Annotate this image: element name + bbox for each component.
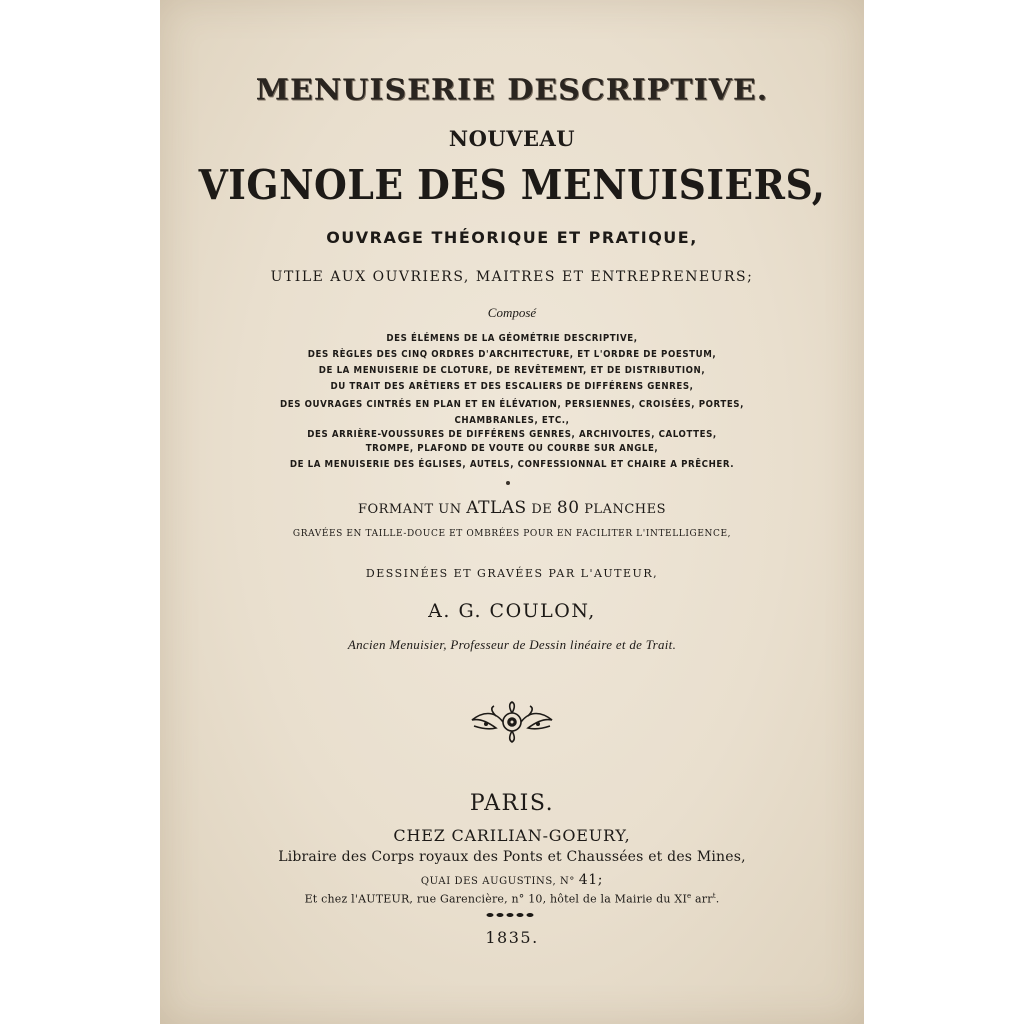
author-address xyxy=(160,893,864,905)
contents-line: DES ARRIÈRE-VOUSSURES DE DIFFÉRENS GENRES, ARCHIVOLTES, CALOTTES, xyxy=(307,429,717,440)
atlas-pre: FORMANT UN xyxy=(357,502,462,517)
contents-line: DES RÈGLES DES CINQ ORDRES D'ARCHITECTURE, ET L'ORDRE DE POESTUM, xyxy=(307,349,717,360)
contents-line: DE LA MENUISERIE DE CLOTURE, DE REVÊTEMENT, ET DE DISTRIBUTION, xyxy=(318,365,706,376)
floral-ornament-icon xyxy=(466,700,558,744)
contents-line: CHAMBRANLES, ETC., xyxy=(454,415,570,426)
separator-dot xyxy=(506,481,510,485)
atlas-line xyxy=(160,500,864,517)
atlas-mid: DE xyxy=(531,502,553,517)
atlas-post: PLANCHES xyxy=(584,502,667,517)
author-address-sup: e xyxy=(687,892,692,900)
author-address-text: Et chez l'AUTEUR, rue Garencière, n° 10, hôtel de la Mairie du XI xyxy=(304,892,687,906)
contents-line: DU TRAIT DES ARÊTIERS ET DES ESCALIERS DE DIFFÉRENS GENRES, xyxy=(330,381,694,392)
dotted-rule-icon xyxy=(484,912,536,918)
subtitle-small: NOUVEAU xyxy=(448,126,576,151)
publication-year: 1835. xyxy=(485,928,539,947)
address-number: 41; xyxy=(578,872,604,888)
publisher-address xyxy=(160,873,864,887)
imprint-city: PARIS. xyxy=(469,791,555,816)
publisher-description: Libraire des Corps royaux des Ponts et Chaussées et des Mines, xyxy=(278,849,746,865)
engraving-note: GRAVÉES EN TAILLE-DOUCE ET OMBRÉES POUR EN FACILITER L'INTELLIGENCE, xyxy=(292,529,732,539)
author-address-end: arr xyxy=(691,892,713,906)
contents-line: DE LA MENUISERIE DES ÉGLISES, AUTELS, CONFESSIONNAL ET CHAIRE A PRÊCHER. xyxy=(289,459,735,470)
heading: MENUISERIE DESCRIPTIVE. xyxy=(255,73,769,108)
work-type: OUVRAGE THÉORIQUE ET PRATIQUE, xyxy=(326,228,698,247)
compose-label: Composé xyxy=(487,305,537,320)
drawn-by: DESSINÉES ET GRAVÉES PAR L'AUTEUR, xyxy=(365,567,659,580)
author-address-tail: . xyxy=(715,892,720,906)
main-title: VIGNOLE DES MENUISIERS, xyxy=(198,161,826,209)
contents-line: DES ÉLÉMENS DE LA GÉOMÉTRIE DESCRIPTIVE, xyxy=(386,333,638,344)
audience-line: UTILE AUX OUVRIERS, MAITRES ET ENTREPRENEURS; xyxy=(270,269,754,285)
author-name: A. G. COULON, xyxy=(428,600,596,622)
address-text: QUAI DES AUGUSTINS, N° xyxy=(420,876,575,887)
title-page xyxy=(160,0,864,1024)
contents-line: DES OUVRAGES CINTRÉS EN PLAN ET EN ÉLÉVATION, PERSIENNES, CROISÉES, PORTES, xyxy=(280,399,744,410)
contents-line: TROMPE, PLAFOND DE VOUTE OU COURBE SUR ANGLE, xyxy=(365,443,659,454)
author-title: Ancien Menuisier, Professeur de Dessin linéaire et de Trait. xyxy=(347,637,677,652)
author-address-sup2: t xyxy=(712,892,716,900)
atlas-count: 80 xyxy=(556,498,580,518)
atlas-word: ATLAS xyxy=(466,498,527,518)
publisher: CHEZ CARILIAN-GOEURY, xyxy=(393,826,631,845)
